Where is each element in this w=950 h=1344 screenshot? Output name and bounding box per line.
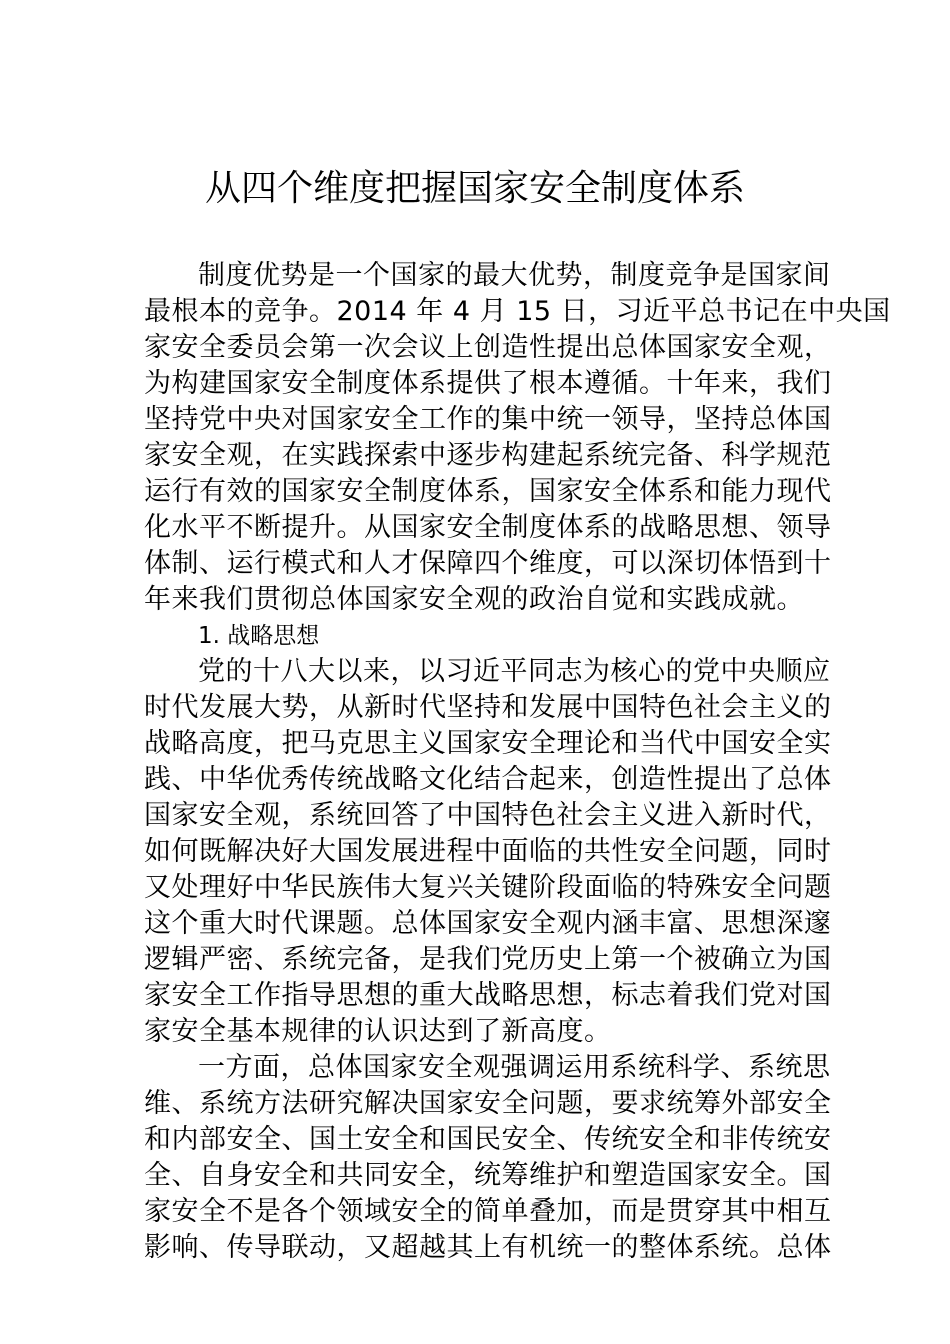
paragraph-line: 践、中华优秀传统战略文化结合起来，创造性提出了总体 bbox=[144, 764, 832, 795]
paragraph-line: 战略高度，把马克思主义国家安全理论和当代中国安全实 bbox=[144, 728, 832, 759]
paragraph-line: 体制、运行模式和人才保障四个维度，可以深切体悟到十 bbox=[144, 548, 832, 579]
paragraph-line: 家安全不是各个领域安全的简单叠加，而是贯穿其中相互 bbox=[144, 1196, 832, 1227]
paragraph-line: 全、自身安全和共同安全，统筹维护和塑造国家安全。国 bbox=[144, 1160, 832, 1191]
paragraph-line: 化水平不断提升。从国家安全制度体系的战略思想、领导 bbox=[144, 512, 832, 543]
paragraph-line: 又处理好中华民族伟大复兴关键阶段面临的特殊安全问题 bbox=[144, 872, 832, 903]
paragraph-line: 一方面，总体国家安全观强调运用系统科学、系统思 bbox=[198, 1052, 831, 1083]
paragraph-line: 为构建国家安全制度体系提供了根本遵循。十年来，我们 bbox=[144, 368, 832, 399]
paragraph-line: 时代发展大势，从新时代坚持和发展中国特色社会主义的 bbox=[144, 692, 832, 723]
paragraph-line: 如何既解决好大国发展进程中面临的共性安全问题，同时 bbox=[144, 836, 832, 867]
paragraph-line: 年来我们贯彻总体国家安全观的政治自觉和实践成就。 bbox=[144, 584, 804, 615]
document-title: 从四个维度把握国家安全制度体系 bbox=[204, 168, 745, 209]
section-heading: 1. 战略思想 bbox=[198, 623, 320, 649]
paragraph-line: 家安全基本规律的认识达到了新高度。 bbox=[144, 1016, 612, 1047]
paragraph-line: 影响、传导联动，又超越其上有机统一的整体系统。总体 bbox=[144, 1232, 832, 1263]
paragraph-line: 最根本的竞争。2014 年 4 月 15 日，习近平总书记在中央国 bbox=[144, 296, 891, 327]
paragraph-line: 逻辑严密、系统完备，是我们党历史上第一个被确立为国 bbox=[144, 944, 832, 975]
document-body bbox=[144, 258, 891, 1266]
paragraph-line: 和内部安全、国土安全和国民安全、传统安全和非传统安 bbox=[144, 1124, 832, 1155]
paragraph-line: 坚持党中央对国家安全工作的集中统一领导，坚持总体国 bbox=[144, 404, 832, 435]
paragraph-line: 国家安全观，系统回答了中国特色社会主义进入新时代， bbox=[144, 800, 832, 831]
paragraph-line: 家安全委员会第一次会议上创造性提出总体国家安全观， bbox=[144, 332, 832, 363]
paragraph-line: 党的十八大以来，以习近平同志为核心的党中央顺应 bbox=[198, 656, 831, 687]
paragraph-line: 家安全工作指导思想的重大战略思想，标志着我们党对国 bbox=[144, 980, 832, 1011]
paragraph-line: 运行有效的国家安全制度体系，国家安全体系和能力现代 bbox=[144, 476, 832, 507]
paragraph-line: 这个重大时代课题。总体国家安全观内涵丰富、思想深邃 bbox=[144, 908, 832, 939]
paragraph-line: 家安全观，在实践探索中逐步构建起系统完备、科学规范 bbox=[144, 440, 832, 471]
paragraph-line: 维、系统方法研究解决国家安全问题，要求统筹外部安全 bbox=[144, 1088, 832, 1119]
paragraph-line: 制度优势是一个国家的最大优势，制度竞争是国家间 bbox=[198, 260, 831, 291]
